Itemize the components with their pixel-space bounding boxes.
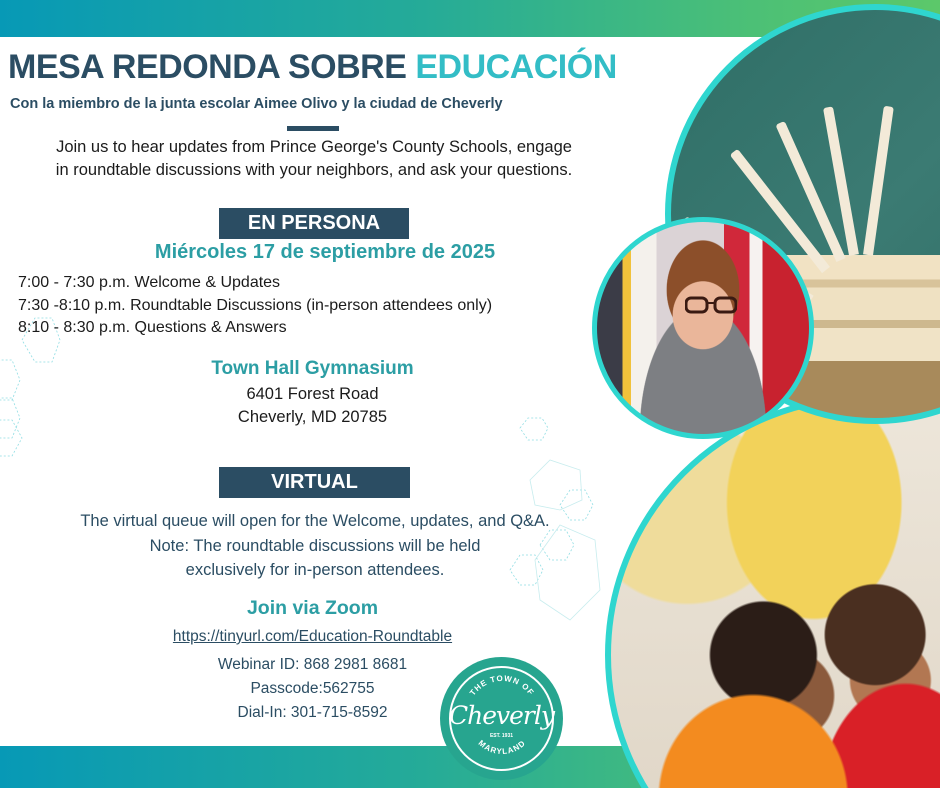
glasses-icon (685, 296, 737, 314)
venue-street: 6401 Forest Road (246, 385, 379, 403)
virtual-line: exclusively for in-person attendees. (185, 561, 445, 579)
schedule-item: 7:30 -8:10 p.m. Roundtable Discussions (in-person attendees only) (18, 296, 493, 314)
title-main: MESA REDONDA SOBRE (8, 48, 416, 86)
intro-text (0, 136, 628, 182)
schedule-item: 8:10 - 8:30 p.m. Questions & Answers (18, 319, 287, 336)
svg-text:MARYLAND: MARYLAND (476, 738, 528, 757)
zoom-link[interactable]: https://tinyurl.com/Education-Roundtable (172, 628, 453, 645)
in-person-section-label: EN PERSONA (219, 208, 409, 239)
schedule-list (18, 272, 598, 340)
venue-city: Cheverly, MD 20785 (237, 408, 388, 426)
page-title (8, 48, 628, 87)
virtual-description (0, 509, 630, 583)
passcode: Passcode:562755 (250, 680, 375, 697)
zoom-heading: Join via Zoom (246, 597, 379, 619)
aimee-olivo-portrait (592, 217, 814, 439)
subtitle: Con la miembro de la junta escolar Aimee Olivo y la ciudad de Cheverly (10, 96, 503, 112)
intro-line: in roundtable discussions with your neighbors, and ask your questions. (55, 161, 573, 179)
logo-name: Cheverly (448, 701, 554, 730)
schedule-item: 7:00 - 7:30 p.m. Welcome & Updates (18, 274, 281, 291)
venue-name: Town Hall Gymnasium (211, 358, 414, 379)
event-date: Miércoles 17 de septiembre de 2025 (154, 241, 496, 263)
dial-in: Dial-In: 301-715-8592 (237, 704, 388, 721)
book-page (863, 106, 894, 256)
town-of-cheverly-logo (440, 657, 563, 780)
intro-line: Join us to hear updates from Prince George's County Schools, engage (56, 138, 572, 156)
virtual-line: The virtual queue will open for the Welcome, updates, and Q&A. (80, 512, 550, 530)
divider (287, 126, 339, 131)
virtual-section-label: VIRTUAL (219, 467, 410, 498)
logo-est: EST. 1931 (489, 733, 514, 739)
svg-text:THE TOWN OF: THE TOWN OF (468, 673, 536, 698)
webinar-id: Webinar ID: 868 2981 8681 (217, 656, 408, 673)
title-accent: EDUCACIÓN (415, 48, 617, 86)
venue-address (0, 383, 625, 429)
virtual-line: Note: The roundtable discussions will be held (149, 536, 481, 555)
children-at-laptop-photo (605, 395, 940, 788)
